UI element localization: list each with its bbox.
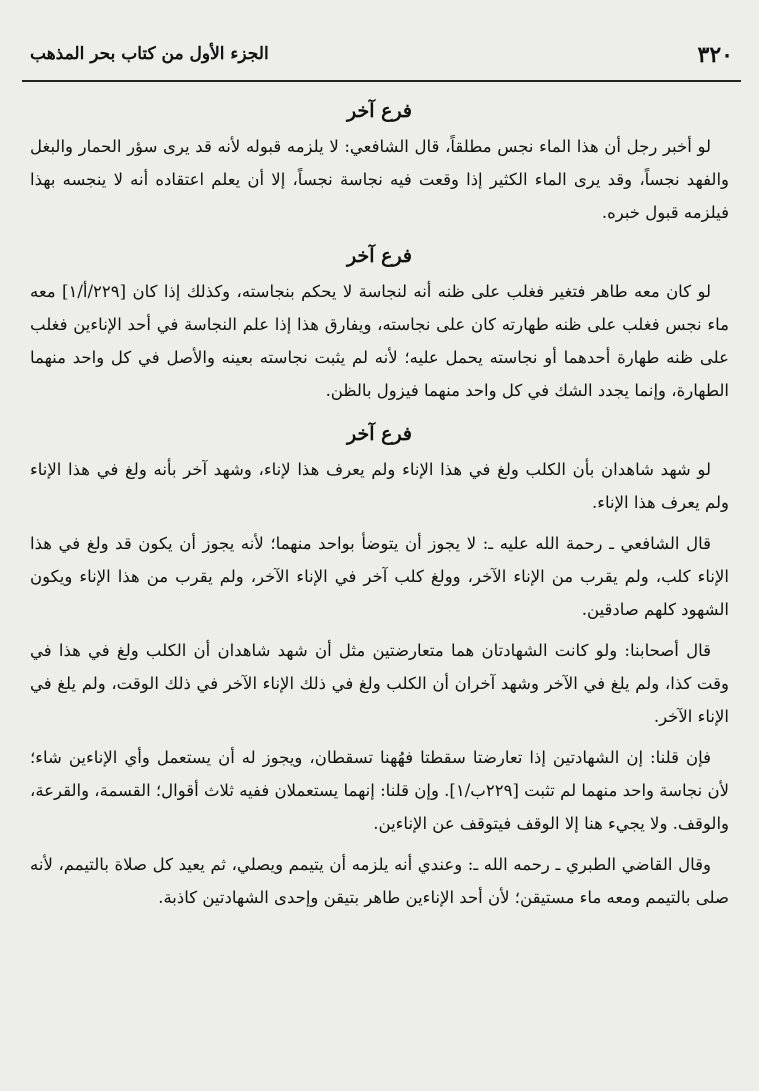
page-number: ٣٢٠: [697, 42, 733, 68]
paragraph: لو شهد شاهدان بأن الكلب ولغ في هذا الإناء ولم يعرف هذا لإناء، وشهد آخر بأنه ولغ في هذا الإناء ولم يعرف هذا الإناء.: [30, 460, 729, 512]
section-title: فرع آخر: [346, 245, 413, 267]
page-body: [30, 92, 729, 922]
paragraph: فإن قلنا: إن الشهادتين إذا تعارضتا سقطتا فهُهنا تسقطان، ويجوز له أن يستعمل وأي الإناءين شاء؛ لأن نجاسة واحد منهما لم تثبت [٢٢٩ب/١]. وإن قلنا: إنهما يستعملان ففيه ثلاث أقوال؛ القسمة، والقرعة، والوقف. ولا يجيء هنا إلا الوقف فيتوقف عن الإناءين.: [30, 748, 729, 833]
section-title: فرع آخر: [346, 423, 413, 445]
paragraph: لو أخبر رجل أن هذا الماء نجس مطلقاً، قال الشافعي: لا يلزمه قبوله لأنه قد يرى سؤر الحمار والبغل والفهد نجساً، وقد يرى الماء الكثير إذا وقعت فيه نجاسة نجساً، إلا أن يعلم اعتقاده أنه لا ينجسه بهذا فيلزمه قبول خبره.: [30, 137, 729, 222]
page-header: [22, 38, 741, 78]
running-title: الجزء الأول من كتاب بحر المذهب: [30, 44, 269, 64]
paragraph: قال أصحابنا: ولو كانت الشهادتان هما متعارضتين مثل أن شهد شاهدان أن الكلب ولغ في هذا في وقت كذا، ولم يلغ في الآخر وشهد آخران أن الكلب ولغ في ذلك الإناء الآخر في ذلك الوقت، ولم يلغ في الإناء الآخر.: [30, 641, 729, 726]
paragraph: وقال القاضي الطبري ـ رحمه الله ـ: وعندي أنه يلزمه أن يتيمم ويصلي، ثم يعيد كل صلاة بالتيمم، لأنه صلى بالتيمم ومعه ماء مستيقن؛ لأن أحد الإناءين طاهر بتيقن وإحدى الشهادتين كاذبة.: [30, 855, 729, 907]
header-divider: [22, 80, 741, 82]
paragraph: قال الشافعي ـ رحمة الله عليه ـ: لا يجوز أن يتوضأ بواحد منهما؛ لأنه يجوز أن يكون قد ولغ في هذا الإناء كلب، ولم يقرب من الإناء الآخر، وولغ كلب آخر في الإناء الآخر، ولم يقرب من هذا الإناء ويكون الشهود كلهم صادقين.: [30, 534, 729, 619]
section-title: فرع آخر: [346, 100, 413, 122]
paragraph: لو كان معه طاهر فتغير فغلب على ظنه أنه لنجاسة لا يحكم بنجاسته، وكذلك إذا كان [٢٢٩/أ/١] معه ماء نجس فغلب على ظنه طهارته كان على نجاسته، ويفارق هذا إذا علم النجاسة في أحد الإناءين فغلب على ظنه طهارة أحدهما أو نجاسته يحمل عليه؛ لأنه لم يثبت نجاسته بعينه والأصل في كل واحد منهما الطهارة، وإنما يجدد الشك في كل واحد منهما فيزول بالظن.: [30, 282, 729, 400]
